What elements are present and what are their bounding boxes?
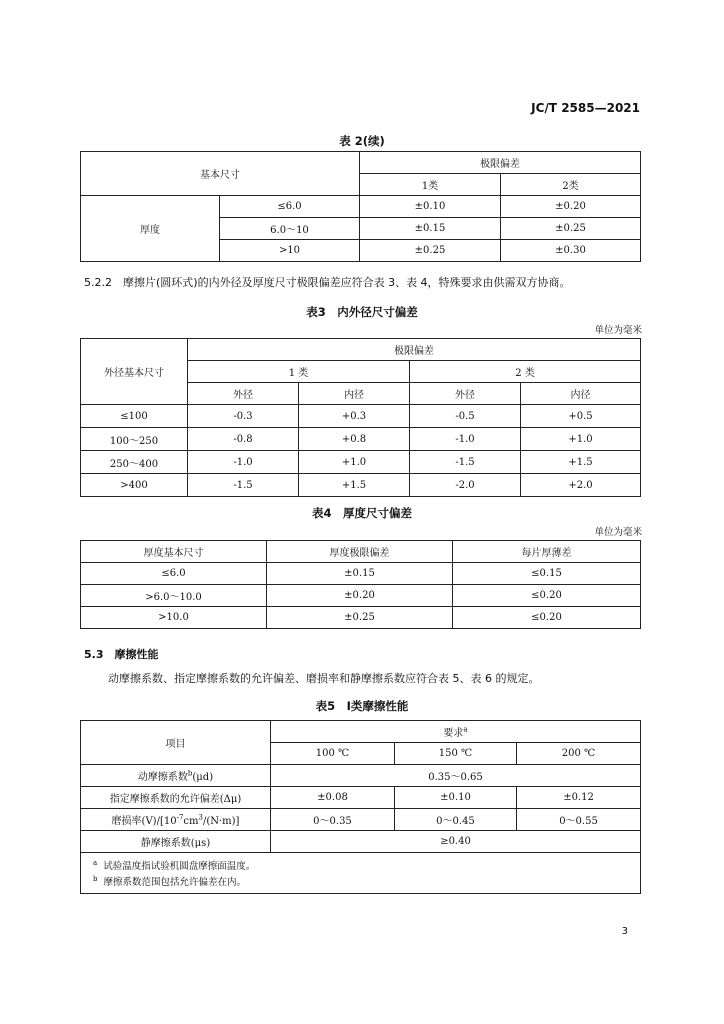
table2-header-class2: 2类 xyxy=(501,174,641,196)
table5-row-static-friction-value: ≥0.40 xyxy=(271,831,641,853)
table2-cell-size: ≤6.0 xyxy=(220,196,360,218)
paragraph-5-2-2: 5.2.2 摩擦片(圆环式)的内外径及厚度尺寸极限偏差应符合表 3、表 4，特殊要求由供需双方协商。 xyxy=(84,276,571,289)
table4 xyxy=(80,540,641,629)
table2-cell-class1: ±0.25 xyxy=(360,240,501,262)
table4-header-variation: 每片厚薄差 xyxy=(453,541,641,563)
table3-cell-c2-outer: -1.0 xyxy=(410,428,521,451)
table5-header-200c: 200 ℃ xyxy=(517,743,641,765)
table3-cell-c1-outer: -1.0 xyxy=(188,451,299,474)
table5-notes xyxy=(81,853,641,894)
table3-cell-size: 100～250 xyxy=(81,428,188,451)
table3-cell-size: 250～400 xyxy=(81,451,188,474)
table3-header-od-size: 外径基本尺寸 xyxy=(81,339,188,405)
table5-header-item: 项目 xyxy=(81,721,271,765)
table2-cell-class1: ±0.10 xyxy=(360,196,501,218)
table2-cell-class2: ±0.25 xyxy=(501,218,641,240)
table5-header-requirement: 要求$^a$ xyxy=(271,721,641,743)
table5-cell-wear-rate-200: 0～0.55 xyxy=(517,809,641,831)
table5-cell-tolerance-150: ±0.10 xyxy=(395,787,517,809)
table2-cell-class2: ±0.30 xyxy=(501,240,641,262)
table2-cell-class2: ±0.20 xyxy=(501,196,641,218)
table5-row-tolerance-label: 指定摩擦系数的允许偏差(Δμ) xyxy=(81,787,271,809)
table5-caption: 表5 Ⅰ类摩擦性能 xyxy=(315,699,409,713)
table2-header-limit: 极限偏差 xyxy=(360,152,641,174)
table3-cell-size: >400 xyxy=(81,474,188,497)
table3-cell-c1-inner: +1.5 xyxy=(299,474,410,497)
table3-header-class2: 2 类 xyxy=(410,361,641,383)
table2-header-class1: 1类 xyxy=(360,174,501,196)
table4-header-limit: 厚度极限偏差 xyxy=(267,541,453,563)
paragraph-5-3: 动摩擦系数、指定摩擦系数的允许偏差、磨损率和静摩擦系数应符合表 5、表 6 的规定。 xyxy=(108,672,540,685)
table3-cell-c2-inner: +2.0 xyxy=(521,474,641,497)
table2-cell-size: 6.0～10 xyxy=(220,218,360,240)
table4-cell-variation: ≤0.20 xyxy=(453,607,641,629)
table3-cell-c2-inner: +0.5 xyxy=(521,405,641,428)
table3-caption: 表3 内外径尺寸偏差 xyxy=(306,305,418,319)
document-code: JC/T 2585—2021 xyxy=(531,101,640,115)
table5-note-a: $^a$ 试验温度指试验机圆盘摩擦面温度。 xyxy=(93,859,256,873)
table2-cell-size: >10 xyxy=(220,240,360,262)
table3-cell-c1-inner: +1.0 xyxy=(299,451,410,474)
table3-cell-c2-outer: -0.5 xyxy=(410,405,521,428)
table5 xyxy=(80,720,641,894)
table3-header-limit: 极限偏差 xyxy=(188,339,641,361)
table3-header-outer: 外径 xyxy=(410,383,521,405)
table3-header-inner: 内径 xyxy=(299,383,410,405)
table3-cell-c1-inner: +0.8 xyxy=(299,428,410,451)
table3-cell-c2-outer: -2.0 xyxy=(410,474,521,497)
table5-header-150c: 150 ℃ xyxy=(395,743,517,765)
table4-cell-variation: ≤0.15 xyxy=(453,563,641,585)
table4-header-size: 厚度基本尺寸 xyxy=(81,541,267,563)
table4-cell-size: >6.0～10.0 xyxy=(81,585,267,607)
table2-cell-class1: ±0.15 xyxy=(360,218,501,240)
table5-note-b: $^b$ 摩擦系数范围包括允许偏差在内。 xyxy=(93,875,246,889)
table3-cell-c1-outer: -0.8 xyxy=(188,428,299,451)
table3-header-class1: 1 类 xyxy=(188,361,410,383)
table4-cell-size: ≤6.0 xyxy=(81,563,267,585)
table3-unit: 单位为毫米 xyxy=(594,325,642,336)
table3-header-outer: 外径 xyxy=(188,383,299,405)
table2 xyxy=(80,151,641,262)
table5-row-static-friction-label: 静摩擦系数(μs) xyxy=(81,831,271,853)
table2-row-label-thickness: 厚度 xyxy=(81,196,220,262)
table3-cell-c1-outer: -1.5 xyxy=(188,474,299,497)
table5-row-dynamic-friction-value: 0.35～0.65 xyxy=(271,765,641,787)
table3-cell-c2-outer: -1.5 xyxy=(410,451,521,474)
table3-cell-c2-inner: +1.0 xyxy=(521,428,641,451)
table3-cell-c2-inner: +1.5 xyxy=(521,451,641,474)
table5-cell-tolerance-100: ±0.08 xyxy=(271,787,395,809)
table3-cell-size: ≤100 xyxy=(81,405,188,428)
table5-header-100c: 100 ℃ xyxy=(271,743,395,765)
section-5-3-heading: 5.3 摩擦性能 xyxy=(84,648,159,661)
table2-caption: 表 2(续) xyxy=(339,134,385,148)
table5-cell-wear-rate-100: 0～0.35 xyxy=(271,809,395,831)
table5-row-dynamic-friction-label: 动摩擦系数$^b$(μd) xyxy=(81,765,271,787)
table3-cell-c1-outer: -0.3 xyxy=(188,405,299,428)
table4-cell-limit: ±0.25 xyxy=(267,607,453,629)
table2-header-basic-size: 基本尺寸 xyxy=(81,152,360,196)
table3-header-inner: 内径 xyxy=(521,383,641,405)
page-number: 3 xyxy=(621,926,628,937)
table5-row-wear-rate-label: 磨损率$(V)/[10^{-7}cm^3/(N\cdot m)]$ xyxy=(81,809,271,831)
table5-cell-wear-rate-150: 0～0.45 xyxy=(395,809,517,831)
table3-cell-c1-inner: +0.3 xyxy=(299,405,410,428)
table3 xyxy=(80,338,641,497)
table4-cell-size: >10.0 xyxy=(81,607,267,629)
table4-cell-limit: ±0.15 xyxy=(267,563,453,585)
table4-cell-limit: ±0.20 xyxy=(267,585,453,607)
table4-unit: 单位为毫米 xyxy=(594,527,642,538)
table4-cell-variation: ≤0.20 xyxy=(453,585,641,607)
table5-cell-tolerance-200: ±0.12 xyxy=(517,787,641,809)
table4-caption: 表4 厚度尺寸偏差 xyxy=(311,506,412,520)
